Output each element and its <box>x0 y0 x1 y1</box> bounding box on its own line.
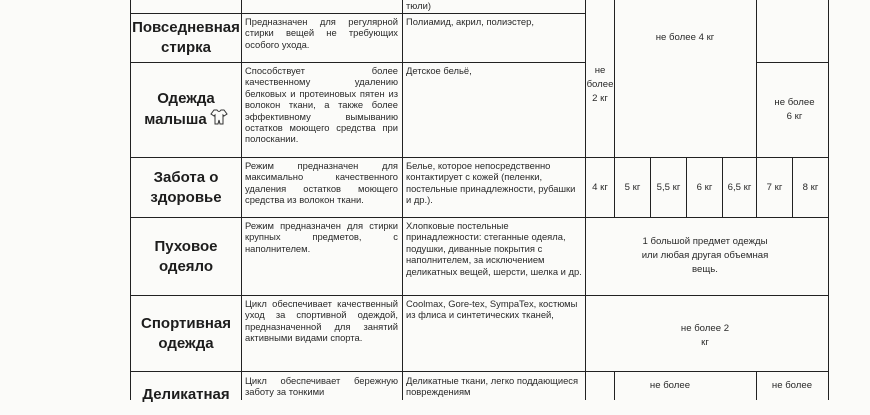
load-cell <box>650 14 720 61</box>
load-value: 7 кг <box>766 181 783 193</box>
load-cell <box>651 158 686 217</box>
load-value: не более 2 кг <box>587 65 613 104</box>
load-cell <box>587 14 613 156</box>
load-cell <box>772 63 817 156</box>
table-border <box>241 0 242 400</box>
table-border <box>828 0 829 400</box>
mode-name <box>131 385 241 415</box>
table-border <box>614 0 615 157</box>
mode-name <box>131 218 241 295</box>
fabrics-cell: Детское бельё, <box>406 65 472 76</box>
mode-label: Повседневная стирка <box>132 19 240 56</box>
load-value: 6 кг <box>696 181 713 193</box>
load-value: не более <box>649 380 691 391</box>
fabrics-cell: Полиамид, акрил, полиэстер, <box>406 16 534 27</box>
load-cell <box>757 158 792 217</box>
description-cell: Режим предназначен для максимально качественного удаления остатков моющего средства из волокон ткани. <box>245 160 398 206</box>
load-cell <box>640 228 770 284</box>
fabrics-cell: Coolmax, Gore-tex, SympaTex, костюмы из флиса и синтетических тканей, <box>406 298 578 321</box>
load-value: 5 кг <box>624 181 641 193</box>
description-cell: Цикл обеспечивает качественный уход за спортивной одеждой, предназначенной для занятий активными видами спорта. <box>245 298 398 344</box>
mode-label <box>131 89 241 131</box>
mode-label: Деликатная <box>142 386 230 403</box>
load-value: 1 большой предмет одежды или любая другая объемная вещь. <box>641 236 769 275</box>
fabrics-cell: Белье, которое непосредственно контактирует с кожей (пеленки, постельные принадлежности, рубашки и др.). <box>406 160 576 206</box>
load-value: 4 кг <box>592 181 608 193</box>
load-value: не более 4 кг <box>655 31 715 43</box>
fabrics-cell: Хлопковые постельные принадлежности: стеганные одеяла, подушки, диванные покрытия с наполнителем, за исключением деликатных вещей, шерсти, шелка и др. <box>406 220 582 277</box>
mode-label: Забота о здоровье <box>150 168 222 206</box>
mode-name <box>131 63 241 157</box>
mode-name <box>131 158 241 217</box>
load-value: 8 кг <box>802 181 819 193</box>
table-border <box>130 371 829 372</box>
load-cell <box>687 158 722 217</box>
mode-name <box>131 296 241 371</box>
baby-clothes-icon <box>210 109 228 131</box>
load-value: 6,5 кг <box>727 181 752 193</box>
mode-label-text: Одежда малыша <box>144 90 215 128</box>
load-cell <box>793 158 828 217</box>
table-border <box>614 371 615 400</box>
load-cell <box>640 372 700 400</box>
load-cell <box>762 372 822 400</box>
description-cell: Предназначен для регулярной стирки вещей не требующих особого ухода. <box>245 16 398 50</box>
load-value: 5,5 кг <box>656 181 681 193</box>
description-cell: Цикл обеспечивает бережную заботу за тонкими <box>245 375 398 398</box>
mode-name <box>131 14 241 62</box>
load-value: не более <box>771 380 813 391</box>
table-border <box>402 0 403 400</box>
table-border <box>756 0 757 157</box>
load-cell <box>680 316 730 356</box>
fabrics-cell: тюли) <box>406 0 431 11</box>
load-cell <box>723 158 756 217</box>
load-value: не более 2 кг <box>680 323 730 348</box>
mode-label: Пуховое одеяло <box>154 237 218 275</box>
table-border <box>756 371 757 400</box>
fabrics-cell: Деликатные ткани, легко поддающиеся повреждениям <box>406 375 579 398</box>
description-cell: Способствует более качественному удалению белковых и протеиновых пятен из волокон ткани, а также более эффективному вымыванию остатков моющего средства при полоскании. <box>245 65 398 145</box>
description-cell: Режим предназначен для стирки крупных предметов, с наполнителем. <box>245 220 398 254</box>
load-cell <box>615 158 650 217</box>
mode-label: Спортивная одежда <box>141 314 231 352</box>
load-cell <box>586 158 614 217</box>
load-value: не более 6 кг <box>774 96 815 122</box>
